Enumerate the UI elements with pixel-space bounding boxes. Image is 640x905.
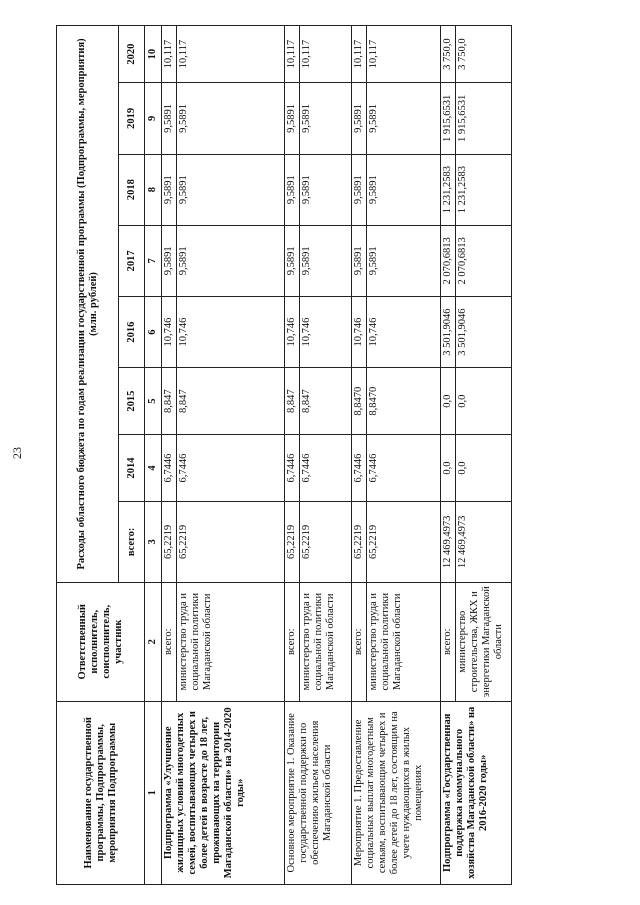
- header-year: 2014: [119, 435, 145, 502]
- responsible-cell: всего:: [441, 582, 456, 701]
- responsible-cell: министерство труда и социальной политики Магаданской области: [367, 582, 441, 701]
- value-cell: 10,117: [300, 26, 352, 83]
- header-year: 2018: [119, 154, 145, 225]
- value-cell: 9,5891: [367, 225, 441, 296]
- column-index: 10: [145, 26, 162, 83]
- rotated-page: [56, 25, 608, 885]
- value-cell: 1 915,6531: [456, 83, 512, 154]
- page-number: 23: [10, 447, 24, 459]
- value-cell: 8,8470: [367, 368, 441, 435]
- responsible-cell: всего:: [162, 582, 177, 701]
- column-index: 1: [145, 701, 162, 884]
- column-index: 8: [145, 154, 162, 225]
- value-cell: 0,0: [456, 368, 512, 435]
- value-cell: 65,2219: [300, 501, 352, 582]
- value-cell: 9,5891: [352, 83, 367, 154]
- column-index: 5: [145, 368, 162, 435]
- responsible-cell: министерство труда и социальной политики Магаданской области: [300, 582, 352, 701]
- header-year: 2017: [119, 225, 145, 296]
- column-index: 7: [145, 225, 162, 296]
- value-cell: 65,2219: [162, 501, 177, 582]
- value-cell: 9,5891: [352, 225, 367, 296]
- value-cell: 10,746: [162, 296, 177, 367]
- value-cell: 8,8470: [352, 368, 367, 435]
- responsible-cell: всего:: [352, 582, 367, 701]
- value-cell: 9,5891: [177, 154, 285, 225]
- value-cell: 6,7446: [300, 435, 352, 502]
- value-cell: 10,117: [352, 26, 367, 83]
- value-cell: 3 501,9046: [456, 296, 512, 367]
- value-cell: 10,746: [352, 296, 367, 367]
- value-cell: 3 750,0: [441, 26, 456, 83]
- column-index: 2: [145, 582, 162, 701]
- table-row: [162, 26, 177, 885]
- value-cell: 1 231,2583: [456, 154, 512, 225]
- value-cell: 9,5891: [177, 225, 285, 296]
- table-row: [441, 26, 456, 885]
- value-cell: 8,847: [300, 368, 352, 435]
- value-cell: 9,5891: [285, 225, 300, 296]
- value-cell: 8,847: [177, 368, 285, 435]
- value-cell: 3 750,0: [456, 26, 512, 83]
- value-cell: 12 469,4973: [441, 501, 456, 582]
- value-cell: 8,847: [162, 368, 177, 435]
- budget-table: [56, 25, 512, 885]
- value-cell: 10,746: [285, 296, 300, 367]
- value-cell: 9,5891: [162, 83, 177, 154]
- program-name-cell: Подпрограмма «Государственная поддержка коммунального хозяйства Магаданской области» на 2016-2020 годы»: [441, 701, 512, 884]
- value-cell: 10,746: [367, 296, 441, 367]
- program-name-cell: Подпрограмма «Улучшение жилищных условий многодетных семей, воспитывающих четырех и более детей в возрасте до 18 лет, проживающих на территории Магаданской области» на 2014-2020 годы»: [162, 701, 285, 884]
- header-name: Наименование государственной программы, Подпрограммы, мероприятия Подпрограммы: [57, 701, 145, 884]
- value-cell: 9,5891: [285, 83, 300, 154]
- responsible-cell: министерство труда и социальной политики Магаданской области: [177, 582, 285, 701]
- value-cell: 6,7446: [162, 435, 177, 502]
- responsible-cell: всего:: [285, 582, 300, 701]
- activity-name-cell: Мероприятие 1. Предоставление социальных выплат многодетным семьям, воспитывающим четырех и более детей до 18 лет, состоящим на учете нуждающихся в жилых помещениях: [352, 701, 441, 884]
- value-cell: 10,746: [300, 296, 352, 367]
- value-cell: 6,7446: [285, 435, 300, 502]
- value-cell: 10,117: [177, 26, 285, 83]
- header-year: 2016: [119, 296, 145, 367]
- value-cell: 6,7446: [352, 435, 367, 502]
- header-responsible: Ответственный исполнитель, соисполнитель, участник: [57, 582, 145, 701]
- responsible-cell: министерство строительства, ЖКХ и энергетики Магаданской области: [456, 582, 512, 701]
- value-cell: 10,117: [162, 26, 177, 83]
- value-cell: 0,0: [441, 435, 456, 502]
- value-cell: 0,0: [456, 435, 512, 502]
- activity-name-cell: Основное мероприятие 1. Оказание государственной поддержки по обеспечению жильем населения Магаданской области: [285, 701, 352, 884]
- value-cell: 9,5891: [177, 83, 285, 154]
- value-cell: 8,847: [285, 368, 300, 435]
- value-cell: 9,5891: [367, 154, 441, 225]
- value-cell: 9,5891: [300, 225, 352, 296]
- header-total: всего:: [119, 501, 145, 582]
- value-cell: 65,2219: [352, 501, 367, 582]
- value-cell: 10,746: [177, 296, 285, 367]
- header-year: 2020: [119, 26, 145, 83]
- value-cell: 10,117: [285, 26, 300, 83]
- value-cell: 3 501,9046: [441, 296, 456, 367]
- column-index-row: [145, 26, 162, 885]
- value-cell: 1 231,2583: [441, 154, 456, 225]
- value-cell: 10,117: [367, 26, 441, 83]
- value-cell: 65,2219: [285, 501, 300, 582]
- value-cell: 9,5891: [285, 154, 300, 225]
- value-cell: 9,5891: [162, 154, 177, 225]
- value-cell: 1 915,6531: [441, 83, 456, 154]
- column-index: 4: [145, 435, 162, 502]
- value-cell: 9,5891: [162, 225, 177, 296]
- column-index: 9: [145, 83, 162, 154]
- value-cell: 9,5891: [352, 154, 367, 225]
- column-index: 3: [145, 501, 162, 582]
- value-cell: 9,5891: [367, 83, 441, 154]
- value-cell: 0,0: [441, 368, 456, 435]
- header-year: 2015: [119, 368, 145, 435]
- value-cell: 2 070,6813: [441, 225, 456, 296]
- value-cell: 9,5891: [300, 83, 352, 154]
- value-cell: 2 070,6813: [456, 225, 512, 296]
- value-cell: 65,2219: [177, 501, 285, 582]
- value-cell: 12 469,4973: [456, 501, 512, 582]
- value-cell: 65,2219: [367, 501, 441, 582]
- value-cell: 9,5891: [300, 154, 352, 225]
- table-row: [352, 26, 367, 885]
- column-index: 6: [145, 296, 162, 367]
- value-cell: 6,7446: [367, 435, 441, 502]
- table-row: [285, 26, 300, 885]
- header-expenses: Расходы областного бюджета по годам реализации государственной программы (Подпрограммы, мероприятия) (млн. рублей): [57, 26, 119, 583]
- value-cell: 6,7446: [177, 435, 285, 502]
- header-year: 2019: [119, 83, 145, 154]
